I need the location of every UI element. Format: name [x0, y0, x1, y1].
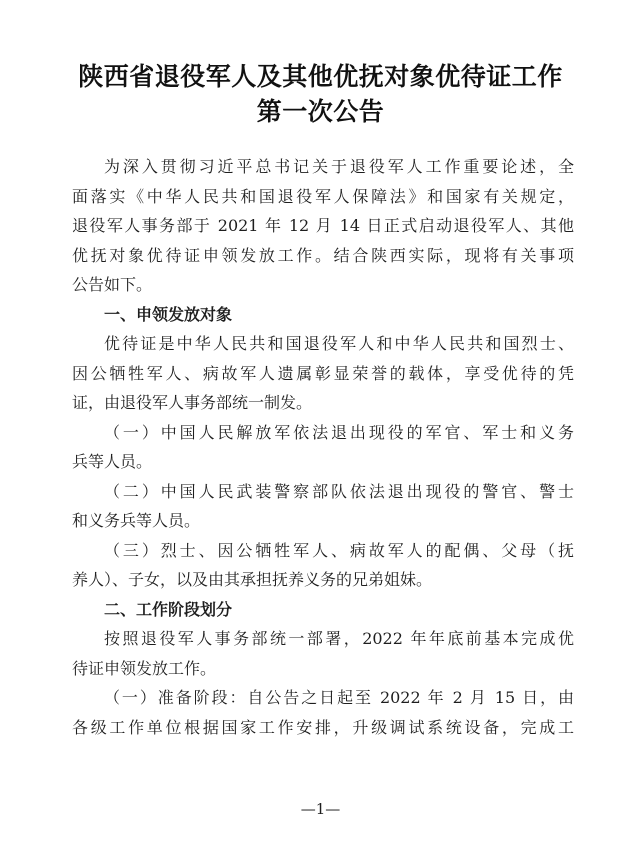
list-item-2-cont: 和义务兵等人员。 — [72, 511, 201, 530]
page-number: —1— — [300, 800, 341, 818]
paragraph-line: 因公牺牲军人、病故军人遗属彰显荣誉的载体，享受优待的凭 — [72, 363, 574, 383]
paragraph-line: 待证申领发放工作。 — [72, 658, 217, 678]
paragraph-line: 退役军人事务部于 2021 年 12 月 14 日正式启动退役军人、其他 — [72, 216, 574, 235]
list-item-1: （一）中国人民解放军依法退出现役的军官、军士和义务 — [104, 422, 574, 442]
document-title-line-2: 第一次公告 — [256, 97, 385, 126]
paragraph-line: 按照退役军人事务部统一部署，2022 年年底前基本完成优 — [104, 629, 574, 648]
stage-item-1-cont: 各级工作单位根据国家工作安排，升级调试系统设备，完成工 — [72, 717, 574, 737]
paragraph-line: 公告如下。 — [72, 275, 153, 294]
section-heading-2: 二、工作阶段划分 — [104, 599, 233, 619]
section-heading-1: 一、申领发放对象 — [104, 304, 233, 324]
list-item-2: （二）中国人民武装警察部队依法退出现役的警官、警士 — [104, 481, 574, 501]
stage-item-1: （一）准备阶段：自公告之日起至 2022 年 2 月 15 日，由 — [104, 688, 574, 707]
paragraph-line: 面落实《中华人民共和国退役军人保障法》和国家有关规定， — [72, 186, 574, 206]
list-item-3: （三）烈士、因公牺牲军人、病故军人的配偶、父母（抚 — [104, 540, 574, 560]
paragraph-line: 优抚对象优待证申领发放工作。结合陕西实际，现将有关事项 — [72, 245, 574, 265]
document-title-line-1: 陕西省退役军人及其他优抚对象优待证工作 — [78, 62, 563, 91]
paragraph-line: 为深入贯彻习近平总书记关于退役军人工作重要论述，全 — [104, 157, 574, 176]
paragraph-line: 证，由退役军人事务部统一制发。 — [72, 393, 313, 412]
paragraph-line: 优待证是中华人民共和国退役军人和中华人民共和国烈士、 — [104, 334, 574, 353]
list-item-3-cont: 养人）、子女，以及由其承担抚养义务的兄弟姐妹。 — [72, 570, 433, 589]
document-body — [72, 152, 574, 742]
list-item-1-cont: 兵等人员。 — [72, 452, 153, 471]
